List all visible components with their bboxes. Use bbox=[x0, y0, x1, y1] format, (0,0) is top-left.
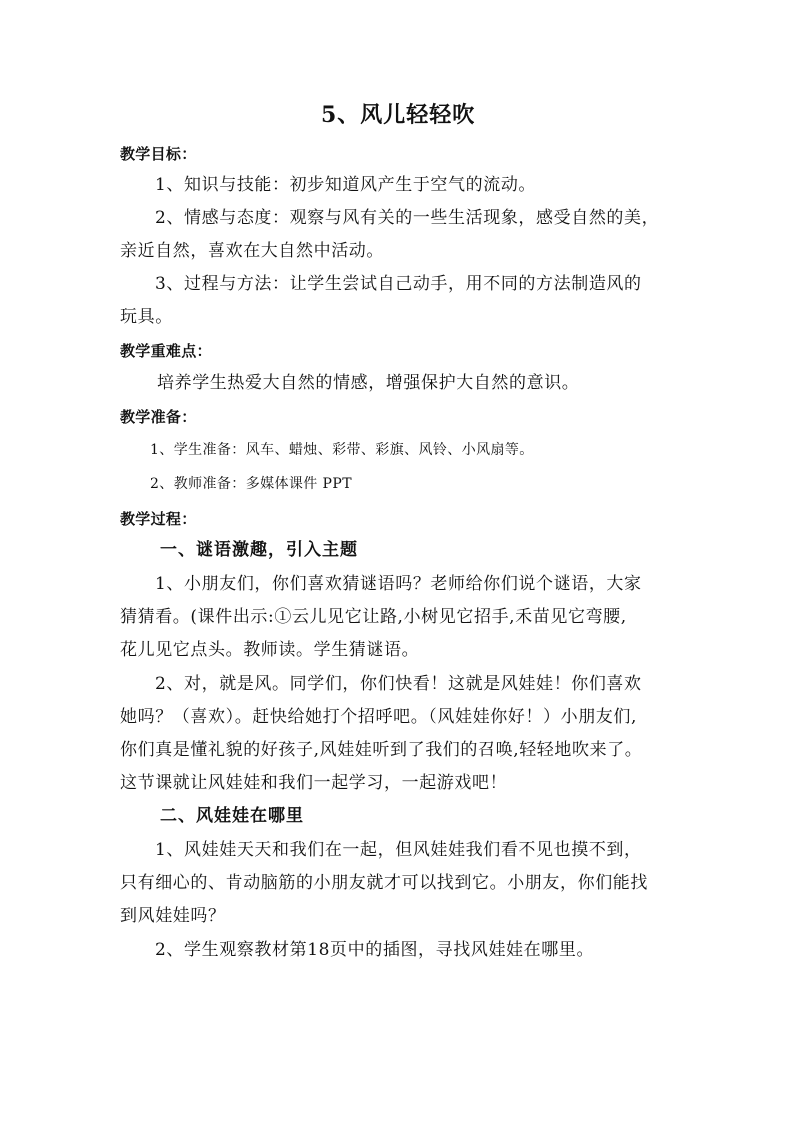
paragraph-line: 她吗？（喜欢）。赶快给她打个招呼吧。（风娃娃你好！）小朋友们, bbox=[120, 707, 638, 727]
paragraph-line: 1、风娃娃天天和我们在一起，但风娃娃我们看不见也摸不到， bbox=[155, 840, 642, 860]
objective-line: 玩具。 bbox=[120, 307, 173, 327]
document-title: 5、风儿轻轻吹 bbox=[321, 102, 476, 128]
objectives-heading: 教学目标： bbox=[120, 145, 197, 163]
section-2-title: 二、风娃娃在哪里 bbox=[160, 806, 304, 826]
paragraph-line: 只有细心的、肯动脑筋的小朋友就才可以找到它。小朋友，你们能找 bbox=[120, 873, 648, 893]
paragraph-line: 2、对，就是风。同学们，你们快看！这就是风娃娃！你们喜欢 bbox=[155, 674, 642, 694]
key-points-heading: 教学重难点： bbox=[120, 342, 212, 360]
process-heading: 教学过程： bbox=[120, 510, 197, 528]
section-1-title: 一、谜语激趣，引入主题 bbox=[160, 540, 358, 560]
paragraph-line: 到风娃娃吗？ bbox=[120, 906, 226, 926]
objective-line: 3、过程与方法：让学生尝试自己动手，用不同的方法制造风的 bbox=[155, 274, 642, 294]
preparation-line: 1、学生准备：风车、蜡烛、彩带、彩旗、风铃、小风扇等。 bbox=[150, 442, 534, 458]
preparation-line: 2、教师准备：多媒体课件 PPT bbox=[150, 476, 352, 492]
key-points-text: 培养学生热爱大自然的情感，增强保护大自然的意识。 bbox=[157, 373, 580, 393]
paragraph-line: 1、小朋友们，你们喜欢猜谜语吗？老师给你们说个谜语，大家 bbox=[155, 574, 642, 594]
objective-line: 亲近自然，喜欢在大自然中活动。 bbox=[120, 241, 384, 261]
paragraph-line: 这节课就让风娃娃和我们一起学习，一起游戏吧！ bbox=[120, 773, 508, 793]
objective-line: 1、知识与技能：初步知道风产生于空气的流动。 bbox=[155, 175, 537, 195]
paragraph-line: 你们真是懂礼貌的好孩子,风娃娃听到了我们的召唤,轻轻地吹来了。 bbox=[120, 740, 643, 760]
paragraph-line: 猜猜看。(课件出示:①云儿见它让路,小树见它招手,禾苗见它弯腰, bbox=[120, 607, 627, 627]
paragraph-line: 花儿见它点头。教师读。学生猜谜语。 bbox=[120, 640, 420, 660]
paragraph-line: 2、学生观察教材第18页中的插图，寻找风娃娃在哪里。 bbox=[155, 940, 595, 960]
objective-line: 2、情感与态度：观察与风有关的一些生活现象，感受自然的美， bbox=[155, 208, 660, 228]
preparation-heading: 教学准备： bbox=[120, 408, 197, 426]
